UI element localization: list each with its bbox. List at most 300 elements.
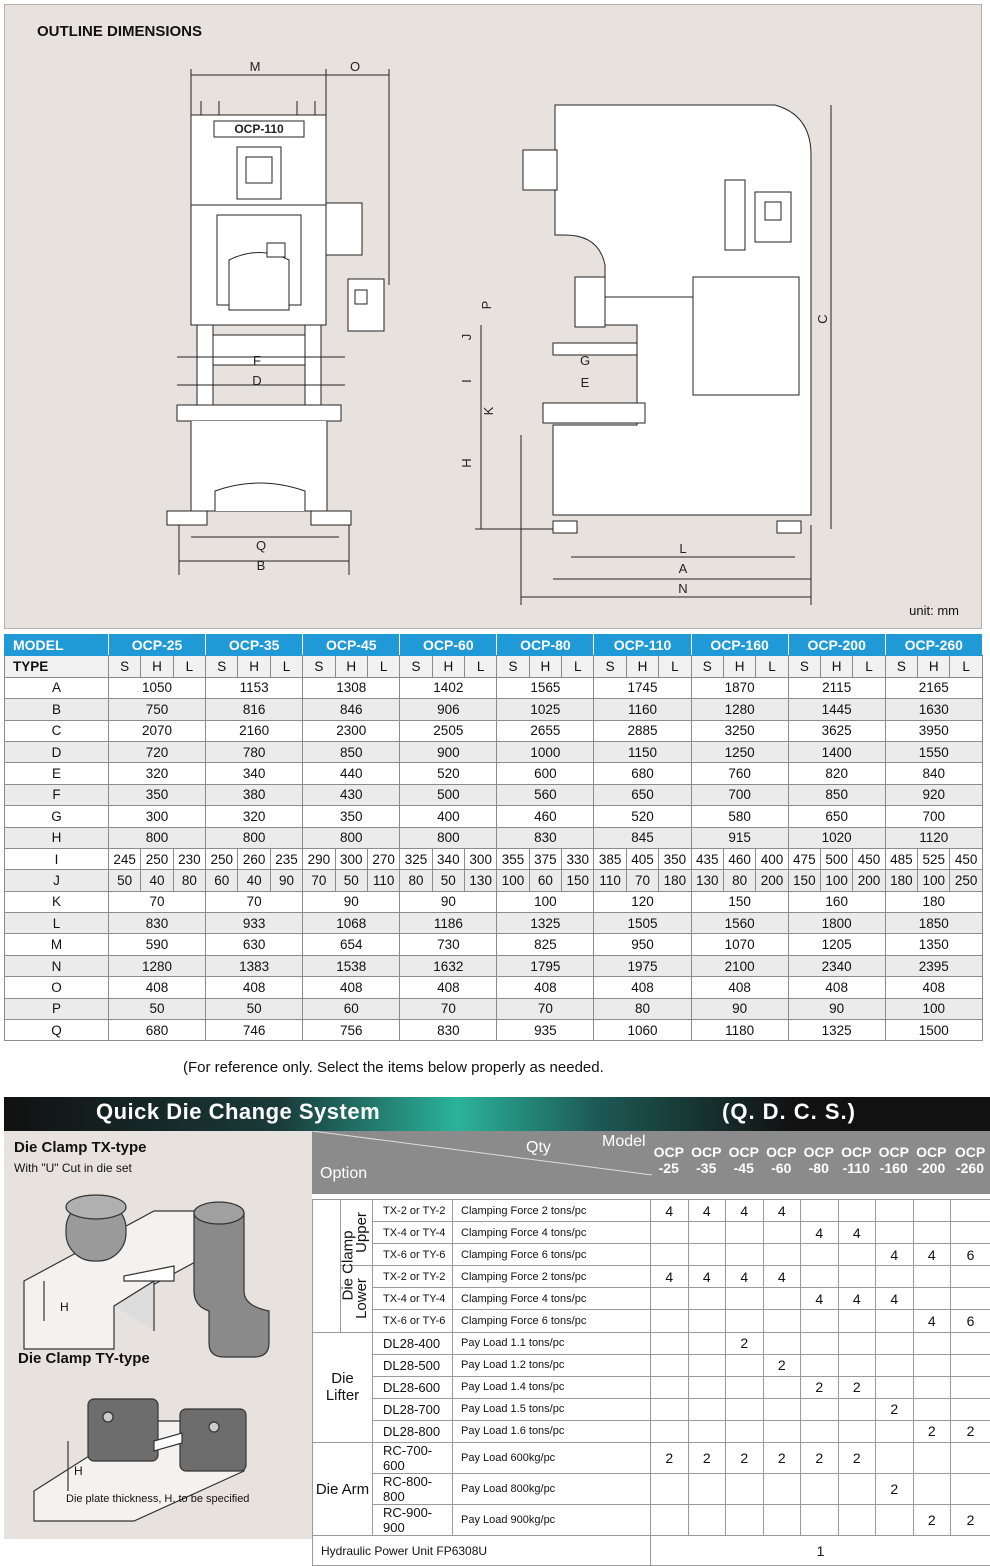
dimension-value: 160: [788, 891, 885, 912]
dimension-value: 830: [400, 1020, 497, 1041]
dimension-value: 340: [206, 763, 303, 784]
dim-label-i: I: [459, 379, 474, 383]
qty-value: 2: [763, 1443, 801, 1474]
dimension-label: L: [5, 913, 109, 934]
type-header-cell: H: [335, 656, 367, 677]
model-header-row: [5, 635, 983, 656]
dimension-value: 560: [497, 784, 594, 805]
tx-type-subtitle: With "U" Cut in die set: [14, 1161, 132, 1175]
dim-label-g: G: [580, 353, 590, 368]
dimension-label: M: [5, 934, 109, 955]
dimension-row-g: [5, 806, 983, 827]
dimension-value: 2160: [206, 720, 303, 741]
qty-value: 2: [688, 1443, 726, 1474]
dimension-value: 680: [594, 763, 691, 784]
type-header-cell: L: [853, 656, 885, 677]
qty-value: [763, 1332, 801, 1354]
qty-value: [876, 1310, 914, 1332]
dimension-row-j: [5, 870, 983, 891]
ty-h-label: H: [74, 1464, 83, 1478]
dimension-value: 2885: [594, 720, 691, 741]
dimension-value: 1150: [594, 741, 691, 762]
dimension-value: 340: [432, 848, 464, 869]
qdcs-row: [313, 1505, 990, 1536]
dimension-value: 430: [303, 784, 400, 805]
dimension-value: 1205: [788, 934, 885, 955]
dimension-value: 300: [465, 848, 497, 869]
qty-value: [801, 1420, 839, 1442]
option-item: TX-4 or TY-4: [373, 1288, 453, 1310]
dimension-value: 520: [400, 763, 497, 784]
qty-value: 4: [801, 1222, 839, 1244]
qdcs-model-name: OCP: [913, 1144, 951, 1160]
qty-value: [688, 1244, 726, 1266]
dimension-value: 260: [238, 848, 270, 869]
dimension-value: 2505: [400, 720, 497, 741]
dimension-value: 915: [691, 827, 788, 848]
dimension-value: 408: [497, 977, 594, 998]
dimension-row-o: [5, 977, 983, 998]
type-header-cell: L: [367, 656, 399, 677]
qty-value: 4: [651, 1200, 689, 1222]
model-header-ocp-35: OCP-35: [206, 635, 303, 656]
qty-value: 2: [726, 1443, 764, 1474]
qdcs-table-header: [312, 1131, 990, 1194]
option-spec: Clamping Force 2 tons/pc: [453, 1266, 651, 1288]
dimension-value: 1308: [303, 677, 400, 698]
dimension-value: 180: [885, 870, 917, 891]
qty-value: [801, 1398, 839, 1420]
dimension-value: 700: [885, 806, 982, 827]
dimension-row-c: [5, 720, 983, 741]
qty-value: [913, 1266, 951, 1288]
type-header-cell: H: [723, 656, 755, 677]
qdcs-row: [313, 1288, 990, 1310]
qty-value: [951, 1288, 990, 1310]
qty-value: [913, 1222, 951, 1244]
dimension-value: 850: [788, 784, 885, 805]
dimension-value: 760: [691, 763, 788, 784]
dimension-label: K: [5, 891, 109, 912]
qty-value: [913, 1376, 951, 1398]
dimension-value: 1630: [885, 699, 982, 720]
dimension-value: 800: [109, 827, 206, 848]
dimension-value: 90: [400, 891, 497, 912]
qty-value: 2: [838, 1443, 876, 1474]
dimension-value: 350: [659, 848, 691, 869]
model-header-ocp-260: OCP-260: [885, 635, 982, 656]
dimension-value: 70: [497, 998, 594, 1019]
dimension-value: 816: [206, 699, 303, 720]
qty-value: [801, 1474, 839, 1505]
qdcs-table: [312, 1199, 990, 1566]
dimension-value: 70: [626, 870, 658, 891]
dimension-value: 2395: [885, 955, 982, 976]
dimension-value: 1180: [691, 1020, 788, 1041]
qty-value: 2: [876, 1398, 914, 1420]
qty-value: [651, 1310, 689, 1332]
qty-value: 4: [688, 1266, 726, 1288]
qdcs-model-suffix: -80: [800, 1160, 838, 1176]
dimension-value: 408: [303, 977, 400, 998]
qdcs-model-name: OCP: [800, 1144, 838, 1160]
type-header-cell: S: [303, 656, 335, 677]
dimension-value: 830: [109, 913, 206, 934]
dimension-value: 350: [303, 806, 400, 827]
dimension-value: 1325: [497, 913, 594, 934]
qty-value: [876, 1266, 914, 1288]
dim-label-e: E: [581, 375, 590, 390]
qdcs-model-name: OCP: [725, 1144, 763, 1160]
qty-value: 2: [651, 1443, 689, 1474]
dimension-value: 920: [885, 784, 982, 805]
dimension-value: 290: [303, 848, 335, 869]
qty-value: [651, 1222, 689, 1244]
dimension-value: 1025: [497, 699, 594, 720]
dimension-value: 110: [367, 870, 399, 891]
header-diagonal: [312, 1131, 652, 1194]
qdcs-model-name: OCP: [875, 1144, 913, 1160]
dimension-value: 650: [788, 806, 885, 827]
dimension-value: 50: [109, 870, 141, 891]
ty-type-title: Die Clamp TY-type: [18, 1350, 150, 1367]
dimension-value: 800: [206, 827, 303, 848]
dimensions-table: [4, 634, 983, 1041]
qdcs-model-col-6: [875, 1144, 913, 1176]
dimension-value: 330: [562, 848, 594, 869]
qdcs-abbreviation: (Q. D. C. S.): [722, 1099, 856, 1125]
dimension-value: 730: [400, 934, 497, 955]
qty-value: 2: [801, 1376, 839, 1398]
qty-value: 4: [726, 1200, 764, 1222]
option-spec: Clamping Force 4 tons/pc: [453, 1288, 651, 1310]
qty-value: 4: [876, 1288, 914, 1310]
dimension-row-i: [5, 848, 983, 869]
option-spec: Pay Load 1.1 tons/pc: [453, 1332, 651, 1354]
qdcs-model-suffix: -45: [725, 1160, 763, 1176]
option-spec: Clamping Force 4 tons/pc: [453, 1222, 651, 1244]
qty-value: [763, 1420, 801, 1442]
dimension-value: 250: [950, 870, 982, 891]
dimension-row-b: [5, 699, 983, 720]
qty-value: [726, 1420, 764, 1442]
option-spec: Pay Load 800kg/pc: [453, 1474, 651, 1505]
die-clamp-group: [313, 1200, 341, 1333]
qty-value: [651, 1332, 689, 1354]
dimension-row-l: [5, 913, 983, 934]
qty-value: 4: [876, 1244, 914, 1266]
qty-value: 4: [913, 1244, 951, 1266]
qdcs-model-col-3: [763, 1144, 801, 1176]
dimension-value: 1870: [691, 677, 788, 698]
qdcs-row: [313, 1310, 990, 1332]
dimension-value: 1050: [109, 677, 206, 698]
dimension-value: 1020: [788, 827, 885, 848]
dimension-value: 70: [206, 891, 303, 912]
dimension-value: 110: [594, 870, 626, 891]
dimension-value: 1325: [788, 1020, 885, 1041]
qty-value: 2: [913, 1505, 951, 1536]
die-arm-group: Die Arm: [313, 1443, 373, 1536]
qty-value: 4: [763, 1266, 801, 1288]
dimension-value: 180: [885, 891, 982, 912]
tx-clamp-illustration: [24, 1195, 269, 1357]
dimension-value: 400: [756, 848, 788, 869]
dimension-value: 630: [206, 934, 303, 955]
dimension-value: 80: [173, 870, 205, 891]
dimension-value: 325: [400, 848, 432, 869]
dimension-value: 780: [206, 741, 303, 762]
type-header-cell: S: [691, 656, 723, 677]
qty-value: 4: [651, 1266, 689, 1288]
dimension-value: 150: [691, 891, 788, 912]
dimension-value: 2655: [497, 720, 594, 741]
dimension-value: 408: [206, 977, 303, 998]
model-label: MODEL: [5, 635, 109, 656]
qdcs-model-col-5: [838, 1144, 876, 1176]
dimension-value: 600: [497, 763, 594, 784]
dimension-value: 100: [821, 870, 853, 891]
qty-value: [913, 1443, 951, 1474]
qty-value: [651, 1354, 689, 1376]
qty-value: [688, 1288, 726, 1310]
qdcs-model-suffix: -35: [688, 1160, 726, 1176]
type-header-cell: S: [206, 656, 238, 677]
dimension-value: 1280: [691, 699, 788, 720]
dimension-value: 120: [594, 891, 691, 912]
dimension-value: 1505: [594, 913, 691, 934]
dim-label-c: C: [815, 314, 830, 323]
model-header-ocp-25: OCP-25: [109, 635, 206, 656]
dimension-value: 180: [659, 870, 691, 891]
dimension-value: 460: [497, 806, 594, 827]
qty-value: [651, 1376, 689, 1398]
qty-value: [951, 1443, 990, 1474]
dimension-value: 500: [821, 848, 853, 869]
qty-value: [651, 1420, 689, 1442]
qdcs-row: [313, 1443, 990, 1474]
qty-value: [801, 1354, 839, 1376]
dimension-value: 400: [400, 806, 497, 827]
die-plate-caption: Die plate thickness, H, to be specified: [66, 1493, 249, 1505]
dimension-value: 825: [497, 934, 594, 955]
option-spec: Clamping Force 6 tons/pc: [453, 1310, 651, 1332]
dimension-value: 1060: [594, 1020, 691, 1041]
dimension-row-f: [5, 784, 983, 805]
option-spec: Pay Load 1.5 tons/pc: [453, 1398, 651, 1420]
dimension-value: 1160: [594, 699, 691, 720]
dimension-value: 900: [400, 741, 497, 762]
model-header-ocp-110: OCP-110: [594, 635, 691, 656]
qty-value: 4: [801, 1288, 839, 1310]
option-spec: Pay Load 1.2 tons/pc: [453, 1354, 651, 1376]
option-item: DL28-600: [373, 1376, 453, 1398]
model-header: Model: [602, 1133, 646, 1151]
model-header-ocp-45: OCP-45: [303, 635, 400, 656]
ty-clamp-illustration: [4, 1371, 312, 1531]
dimension-value: 90: [303, 891, 400, 912]
qty-value: 4: [688, 1200, 726, 1222]
section-title: OUTLINE DIMENSIONS: [37, 23, 202, 40]
type-header-cell: H: [238, 656, 270, 677]
dimension-value: 950: [594, 934, 691, 955]
dimension-value: 50: [432, 870, 464, 891]
dimension-value: 130: [691, 870, 723, 891]
dimension-label: F: [5, 784, 109, 805]
nameplate-text: OCP-110: [234, 122, 284, 136]
qty-value: [951, 1266, 990, 1288]
dimension-value: 756: [303, 1020, 400, 1041]
qty-value: [951, 1398, 990, 1420]
option-spec: Pay Load 600kg/pc: [453, 1443, 651, 1474]
qdcs-model-name: OCP: [650, 1144, 688, 1160]
qty-value: [951, 1376, 990, 1398]
qty-value: [838, 1398, 876, 1420]
dimension-label: D: [5, 741, 109, 762]
qty-value: [726, 1222, 764, 1244]
dimension-value: 100: [497, 891, 594, 912]
dimension-value: 1795: [497, 955, 594, 976]
dimension-row-d: [5, 741, 983, 762]
dimension-value: 830: [497, 827, 594, 848]
option-spec: Pay Load 1.6 tons/pc: [453, 1420, 651, 1442]
dim-label-f: F: [253, 353, 261, 368]
qty-value: [876, 1354, 914, 1376]
qty-value: [688, 1398, 726, 1420]
dimension-value: 320: [206, 806, 303, 827]
dimension-value: 40: [141, 870, 173, 891]
type-header-cell: S: [788, 656, 820, 677]
dimension-row-e: [5, 763, 983, 784]
hpu-value: 1: [651, 1536, 990, 1566]
qty-value: [726, 1505, 764, 1536]
qty-value: [838, 1474, 876, 1505]
qty-value: [726, 1310, 764, 1332]
model-header-ocp-80: OCP-80: [497, 635, 594, 656]
qty-value: [838, 1354, 876, 1376]
dim-label-j: J: [459, 334, 474, 341]
dim-label-q: Q: [256, 538, 266, 553]
qdcs-row: [313, 1420, 990, 1442]
qty-value: [726, 1398, 764, 1420]
dimension-value: 933: [206, 913, 303, 934]
front-view: [167, 59, 389, 575]
dimension-value: 1068: [303, 913, 400, 934]
qdcs-model-suffix: -110: [838, 1160, 876, 1176]
dimension-value: 150: [788, 870, 820, 891]
qty-value: [763, 1288, 801, 1310]
qty-value: [876, 1505, 914, 1536]
qdcs-row: [313, 1222, 990, 1244]
dimension-value: 80: [723, 870, 755, 891]
dimension-value: 200: [756, 870, 788, 891]
dimension-label: E: [5, 763, 109, 784]
dimension-value: 50: [206, 998, 303, 1019]
type-label: TYPE: [5, 656, 109, 677]
qty-value: [688, 1420, 726, 1442]
dimension-value: 408: [691, 977, 788, 998]
dimension-value: 235: [270, 848, 302, 869]
model-header-ocp-160: OCP-160: [691, 635, 788, 656]
option-item: RC-700-600: [373, 1443, 453, 1474]
option-header: Option: [320, 1165, 367, 1183]
qty-value: [688, 1474, 726, 1505]
dim-label-d: D: [252, 373, 261, 388]
dimension-value: 435: [691, 848, 723, 869]
qty-value: [838, 1266, 876, 1288]
qty-value: 2: [951, 1505, 990, 1536]
type-header-cell: L: [756, 656, 788, 677]
dimension-value: 2100: [691, 955, 788, 976]
type-header-cell: L: [465, 656, 497, 677]
dimension-label: A: [5, 677, 109, 698]
dimension-value: 70: [109, 891, 206, 912]
qty-value: [726, 1354, 764, 1376]
qty-value: [763, 1222, 801, 1244]
dimension-value: 90: [788, 998, 885, 1019]
type-header-cell: H: [141, 656, 173, 677]
qty-value: 6: [951, 1244, 990, 1266]
type-header-cell: S: [594, 656, 626, 677]
qty-value: [801, 1332, 839, 1354]
type-header-cell: H: [821, 656, 853, 677]
qty-value: [688, 1376, 726, 1398]
type-header-cell: L: [270, 656, 302, 677]
qty-value: [951, 1222, 990, 1244]
upper-group-text: Upper: [353, 1212, 370, 1253]
option-item: TX-2 or TY-2: [373, 1266, 453, 1288]
dimension-value: 2340: [788, 955, 885, 976]
dimension-row-a: [5, 677, 983, 698]
dimension-value: 1153: [206, 677, 303, 698]
qdcs-model-suffix: -260: [950, 1160, 990, 1176]
qdcs-model-col-2: [725, 1144, 763, 1176]
qdcs-row: [313, 1266, 990, 1288]
qty-value: [838, 1310, 876, 1332]
dimension-value: 385: [594, 848, 626, 869]
dimension-value: 700: [691, 784, 788, 805]
type-header-cell: H: [432, 656, 464, 677]
qty-value: [951, 1354, 990, 1376]
qty-value: [726, 1244, 764, 1266]
dimension-value: 850: [303, 741, 400, 762]
dimension-value: 250: [206, 848, 238, 869]
qty-value: 4: [913, 1310, 951, 1332]
option-item: RC-900-900: [373, 1505, 453, 1536]
qdcs-row: [313, 1376, 990, 1398]
dimension-label: J: [5, 870, 109, 891]
type-header-cell: S: [400, 656, 432, 677]
dimension-value: 230: [173, 848, 205, 869]
dimension-value: 1445: [788, 699, 885, 720]
dimension-value: 100: [497, 870, 529, 891]
qdcs-model-suffix: -60: [763, 1160, 801, 1176]
type-header-cell: L: [562, 656, 594, 677]
type-header-cell: S: [885, 656, 917, 677]
type-header-cell: S: [109, 656, 141, 677]
option-spec: Pay Load 900kg/pc: [453, 1505, 651, 1536]
dimension-value: 250: [141, 848, 173, 869]
qty-value: [763, 1376, 801, 1398]
qty-value: [913, 1200, 951, 1222]
dimension-value: 720: [109, 741, 206, 762]
qdcs-model-col-1: [688, 1144, 726, 1176]
dimension-value: 846: [303, 699, 400, 720]
qty-value: 2: [876, 1474, 914, 1505]
qty-value: 2: [838, 1376, 876, 1398]
dim-label-p: P: [479, 301, 494, 310]
die-clamp-illustrations: [4, 1131, 312, 1539]
